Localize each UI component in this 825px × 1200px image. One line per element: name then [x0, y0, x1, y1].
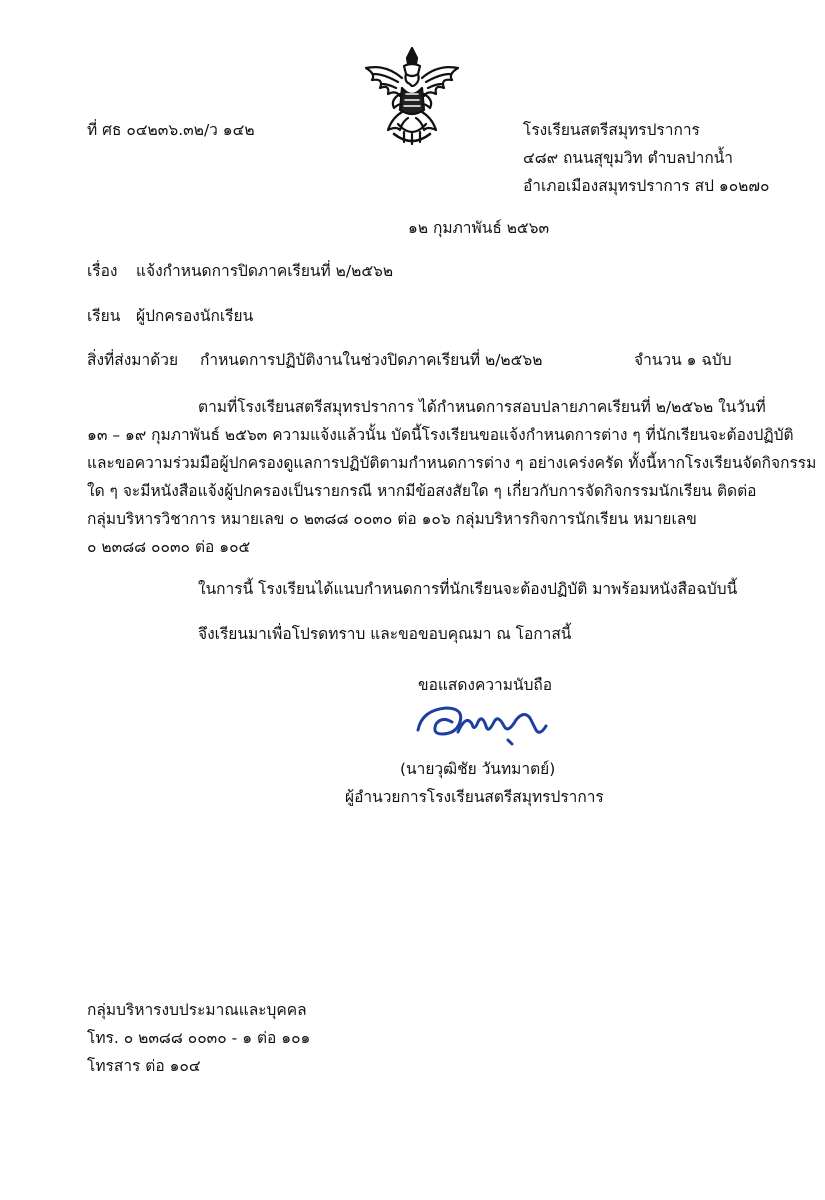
reference-number: ที่ ศธ ๐๔๒๓๖.๓๒/ว ๑๔๒ [87, 121, 255, 139]
footer-fax: โทรสาร ต่อ ๑๐๔ [87, 1057, 201, 1075]
body-line-4: ใด ๆ จะมีหนังสือแจ้งผู้ปกครองเป็นรายกรณี หากมีข้อสงสัยใด ๆ เกี่ยวกับการจัดกิจกรรมนักเรียน ติดต่อ [87, 482, 757, 500]
enclosure-count: จำนวน ๑ ฉบับ [634, 351, 732, 369]
school-name: โรงเรียนสตรีสมุทรปราการ [523, 121, 700, 139]
subject-value: แจ้งกำหนดการปิดภาคเรียนที่ ๒/๒๕๖๒ [136, 262, 394, 280]
body-line-3: และขอความร่วมมือผู้ปกครองดูแลการปฏิบัติตามกำหนดการต่าง ๆ อย่างเคร่งครัด ทั้งนี้หากโรงเรียนจัดกิจกรรม [87, 454, 817, 472]
handwritten-signature-icon [412, 700, 552, 750]
body-line-2: ๑๓ – ๑๙ กุมภาพันธ์ ๒๕๖๓ ความแจ้งแล้วนั้น บัดนี้โรงเรียนขอแจ้งกำหนดการต่าง ๆ ที่นักเรียนจะต้องปฏิบัติ [87, 426, 794, 444]
letter-date: ๑๒ กุมภาพันธ์ ๒๕๖๓ [408, 219, 550, 237]
body-line-5: กลุ่มบริหารวิชาการ หมายเลข ๐ ๒๓๘๘ ๐๐๓๐ ต่อ ๑๐๖ กลุ่มบริหารกิจการนักเรียน หมายเลข [87, 510, 697, 528]
school-district: อำเภอเมืองสมุทรปราการ สป ๑๐๒๗๐ [523, 177, 770, 195]
garuda-emblem-icon [358, 44, 466, 148]
signer-title: ผู้อำนวยการโรงเรียนสตรีสมุทรปราการ [345, 788, 604, 806]
enclosure-label: สิ่งที่ส่งมาด้วย [87, 351, 179, 369]
addressee-value: ผู้ปกครองนักเรียน [136, 307, 254, 325]
school-street: ๔๘๙ ถนนสุขุมวิท ตำบลปากน้ำ [523, 149, 733, 167]
enclosure-value: กำหนดการปฏิบัติงานในช่วงปิดภาคเรียนที่ ๒/๒๕๖๒ [200, 351, 543, 369]
addressee-label: เรียน [87, 307, 121, 325]
body-line-6: ๐ ๒๓๘๘ ๐๐๓๐ ต่อ ๑๐๕ [87, 538, 251, 556]
subject-label: เรื่อง [87, 262, 118, 280]
footer-phone: โทร. ๐ ๒๓๘๘ ๐๐๓๐ - ๑ ต่อ ๑๐๑ [87, 1029, 311, 1047]
footer-department: กลุ่มบริหารงบประมาณและบุคคล [87, 1001, 307, 1019]
body-paragraph-3: จึงเรียนมาเพื่อโปรดทราบ และขอขอบคุณมา ณ โอกาสนี้ [198, 625, 572, 643]
body-paragraph-2: ในการนี้ โรงเรียนได้แนบกำหนดการที่นักเรียนจะต้องปฏิบัติ มาพร้อมหนังสือฉบับนี้ [198, 580, 738, 598]
signer-name: (นายวุฒิชัย วันทมาตย์) [400, 760, 556, 778]
body-line-1: ตามที่โรงเรียนสตรีสมุทรปราการ ได้กำหนดการสอบปลายภาคเรียนที่ ๒/๒๕๖๒ ในวันที่ [198, 398, 766, 416]
closing-phrase: ขอแสดงความนับถือ [418, 676, 553, 694]
